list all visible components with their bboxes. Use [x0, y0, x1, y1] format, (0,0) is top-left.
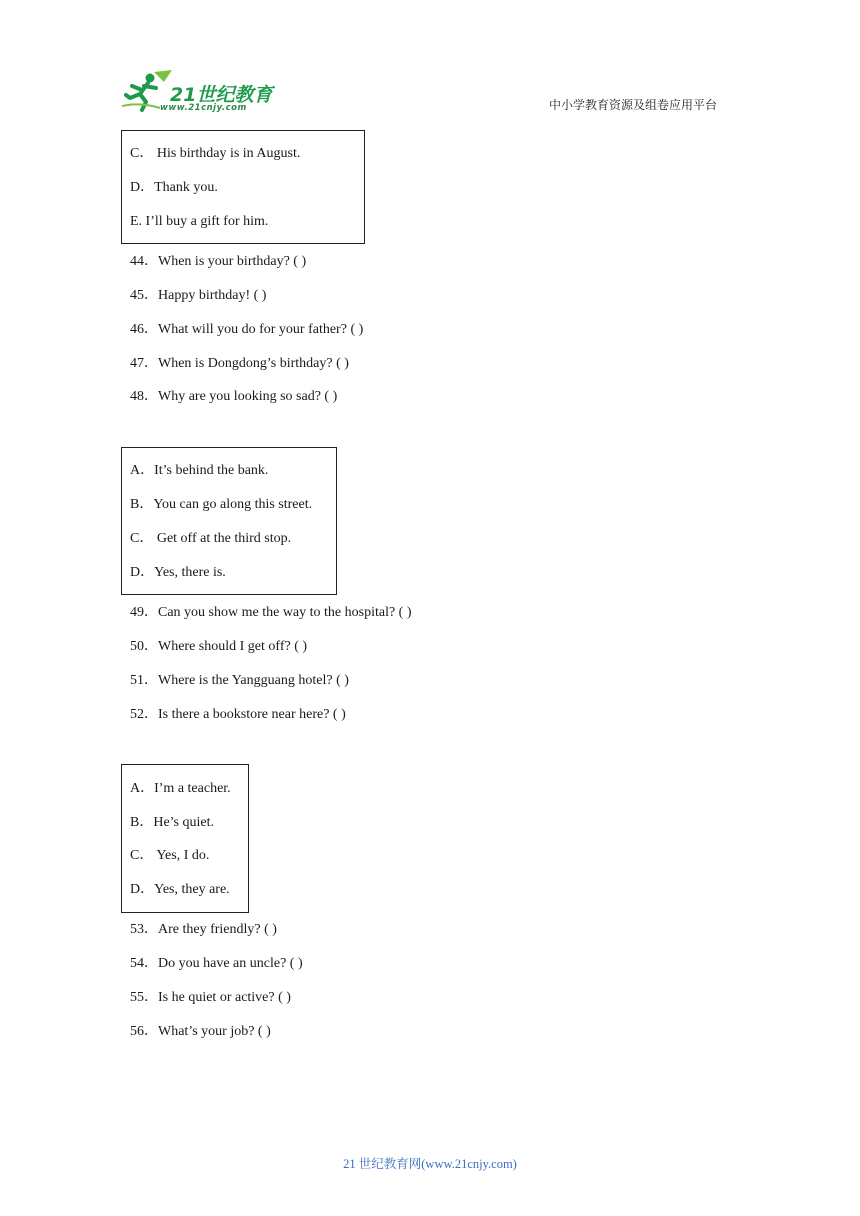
platform-tagline: 中小学教育资源及组卷应用平台	[549, 98, 718, 112]
question-item: 56．What’s your job? ( )	[130, 1024, 271, 1039]
option-item: C． His birthday is in August.	[130, 146, 301, 161]
question-item: 45．Happy birthday! ( )	[130, 288, 267, 303]
question-item: 54．Do you have an uncle? ( )	[130, 956, 303, 971]
question-item: 55．Is he quiet or active? ( )	[130, 990, 291, 1005]
question-item: 52．Is there a bookstore near here? ( )	[130, 707, 346, 722]
option-item: E. I’ll buy a gift for him.	[130, 214, 269, 229]
question-item: 46．What will you do for your father? ( )	[130, 322, 364, 337]
question-item: 48．Why are you looking so sad? ( )	[130, 389, 338, 404]
option-item: B．He’s quiet.	[130, 815, 214, 830]
logo-url: www.21cnjy.com	[160, 103, 247, 113]
question-item: 53．Are they friendly? ( )	[130, 922, 277, 937]
option-item: C． Yes, I do.	[130, 848, 210, 863]
option-item: D．Yes, there is.	[130, 565, 226, 580]
option-item: A．It’s behind the bank.	[130, 463, 269, 478]
option-item: B．You can go along this street.	[130, 497, 313, 512]
question-item: 49．Can you show me the way to the hospital? ( )	[130, 605, 412, 620]
site-logo	[120, 68, 290, 116]
option-item: A．I’m a teacher.	[130, 781, 231, 796]
question-item: 50．Where should I get off? ( )	[130, 639, 308, 654]
option-item: D．Thank you.	[130, 180, 218, 195]
question-item: 51．Where is the Yangguang hotel? ( )	[130, 673, 349, 688]
option-item: D．Yes, they are.	[130, 882, 230, 897]
option-item: C． Get off at the third stop.	[130, 531, 292, 546]
question-item: 44．When is your birthday? ( )	[130, 254, 307, 269]
footer-link[interactable]: 21 世纪教育网(www.21cnjy.com)	[343, 1157, 517, 1171]
logo-text: 21世纪教育	[170, 84, 273, 106]
question-item: 47．When is Dongdong’s birthday? ( )	[130, 356, 349, 371]
